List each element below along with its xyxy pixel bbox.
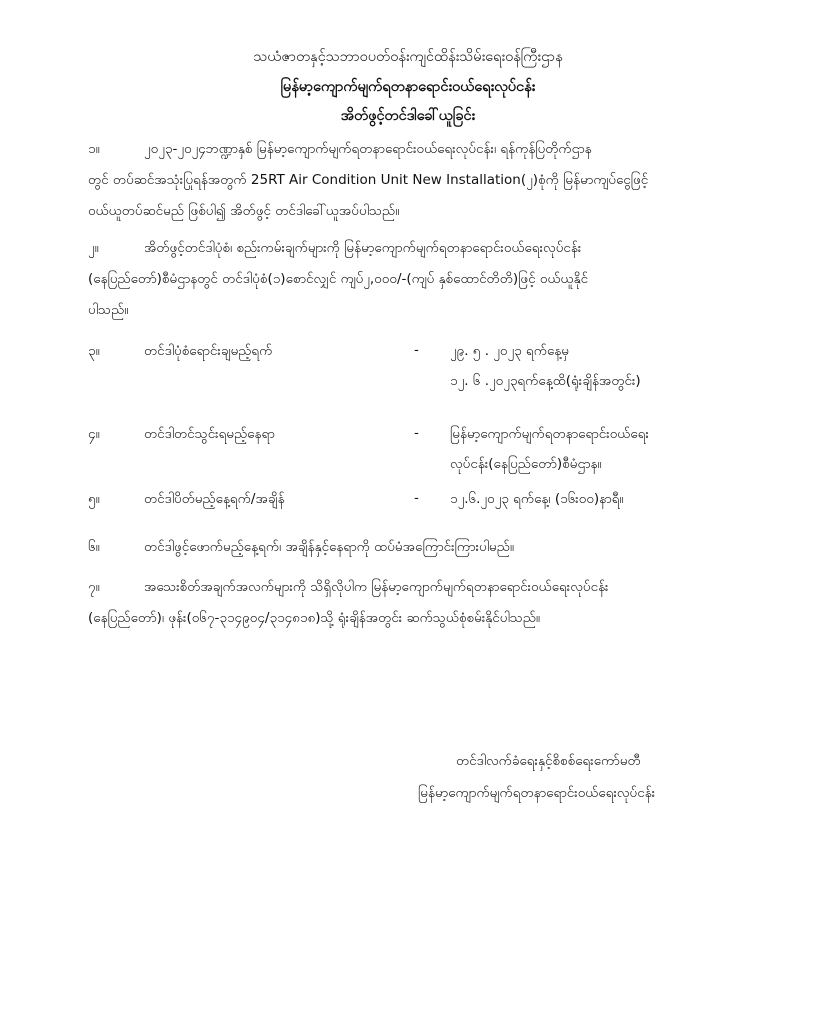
paragraph-line: အိတ်ဖွင့်တင်ဒါပုံစံ၊ စည်းကမ်းချက်များကို မြန်မာ့ကျောက်မျက်ရတနာရောင်းဝယ်ရေးလုပ်ငန်း bbox=[144, 240, 582, 256]
row-label: တင်ဒါပိတ်မည့်နေ့ရက်/အချိန် bbox=[144, 491, 285, 507]
row-number: ၃။ bbox=[88, 343, 100, 359]
paragraph-line: ၂၀၂၃-၂၀၂၄ဘဏ္ဍာနှစ် မြန်မာ့ကျောက်မျက်ရတနာရောင်းဝယ်ရေးလုပ်ငန်း၊ ရန်ကုန်ပြတိုက်ဌာန bbox=[144, 141, 592, 157]
row-number: ၄။ bbox=[88, 426, 100, 442]
row-dash: - bbox=[414, 490, 419, 506]
row-label: တင်ဒါပုံစံရောင်းချမည့်ရက် bbox=[144, 343, 273, 359]
row-dash: - bbox=[414, 342, 419, 358]
document-title: အိတ်ဖွင့်တင်ဒါခေါ်ယူခြင်း bbox=[340, 108, 476, 124]
paragraph-line: တင်ဒါဖွင့်ဖောက်မည့်နေ့ရက်၊ အချိန်နှင့်နေရာကို ထပ်မံအကြောင်းကြားပါမည်။ bbox=[144, 539, 514, 555]
row-dash: - bbox=[414, 425, 419, 441]
paragraph-1 bbox=[88, 134, 748, 227]
paragraph-line: တွင် တပ်ဆင်အသုံးပြုရန်အတွက် 25RT Air Condition Unit New Installation(၂)စုံကို မြန်မာကျပ်ငွေဖြင့် bbox=[88, 172, 649, 188]
row-label: တင်ဒါတင်သွင်းရမည့်နေရာ bbox=[144, 426, 275, 442]
row-value: လုပ်ငန်း(နေပြည်တော်)စီမံဌာန။ bbox=[450, 456, 602, 472]
ministry-heading: သယံဇာတနှင့်သဘာဝပတ်ဝန်းကျင်ထိန်းသိမ်းရေးဝန်ကြီးဌာန bbox=[253, 49, 563, 65]
detail-row-submission-place bbox=[88, 425, 748, 485]
paragraph-line: (နေပြည်တော်)စီမံဌာနတွင် တင်ဒါပုံစံ(၁)စောင်လျှင် ကျပ်၂,၀၀၀/-(ကျပ် နှစ်ထောင်တိတိ)ဖြင့် ဝယ်ယူနိုင် bbox=[88, 271, 589, 287]
detail-row-sale-dates bbox=[88, 342, 748, 402]
paragraph-line: ပါသည်။ bbox=[88, 302, 129, 318]
row-number: ၅။ bbox=[88, 491, 100, 507]
enterprise-heading: မြန်မာ့ကျောက်မျက်ရတနာရောင်းဝယ်ရေးလုပ်ငန်း bbox=[280, 79, 536, 95]
paragraph-number: ၂။ bbox=[88, 240, 99, 256]
paragraph-2 bbox=[88, 233, 748, 326]
paragraph-line: (နေပြည်တော်)၊ ဖုန်း(၀၆၇-၃၁၄၉၀၄/၃၁၄၈၁၈)သို့ ရုံးချိန်အတွင်း ဆက်သွယ်စုံစမ်းနိုင်ပါသည်။ bbox=[88, 610, 540, 626]
paragraph-7 bbox=[88, 572, 748, 634]
paragraph-number: ၇။ bbox=[88, 579, 100, 595]
paragraph-number: ၆။ bbox=[88, 539, 100, 555]
paragraph-number: ၁။ bbox=[88, 141, 100, 157]
row-value: ၁၂. ၆ .၂၀၂၃ရက်နေ့ထိ(ရုံးချိန်အတွင်း) bbox=[450, 373, 641, 389]
row-value: ၁၂.၆.၂၀၂၃ ရက်နေ့၊ (၁၆း၀၀)နာရီ။ bbox=[450, 491, 624, 507]
paragraph-line: ဝယ်ယူတပ်ဆင်မည် ဖြစ်ပါ၍ အိတ်ဖွင့် တင်ဒါခေါ်ယူအပ်ပါသည်။ bbox=[88, 203, 400, 219]
detail-row-closing-date bbox=[88, 490, 748, 520]
committee-signature: တင်ဒါလက်ခံရေးနှင့်စိစစ်ရေးကော်မတီ bbox=[456, 753, 641, 769]
enterprise-signature: မြန်မာ့ကျောက်မျက်ရတနာရောင်းဝယ်ရေးလုပ်ငန်း bbox=[418, 785, 656, 801]
paragraph-line: အသေးစိတ်အချက်အလက်များကို သိရှိလိုပါက မြန်မာ့ကျောက်မျက်ရတနာရောင်းဝယ်ရေးလုပ်ငန်း bbox=[144, 579, 609, 595]
row-value: ၂၉. ၅ . ၂၀၂၃ ရက်နေ့မှ bbox=[450, 343, 570, 359]
row-value: မြန်မာ့ကျောက်မျက်ရတနာရောင်းဝယ်ရေး bbox=[450, 426, 649, 442]
paragraph-6 bbox=[88, 532, 748, 563]
